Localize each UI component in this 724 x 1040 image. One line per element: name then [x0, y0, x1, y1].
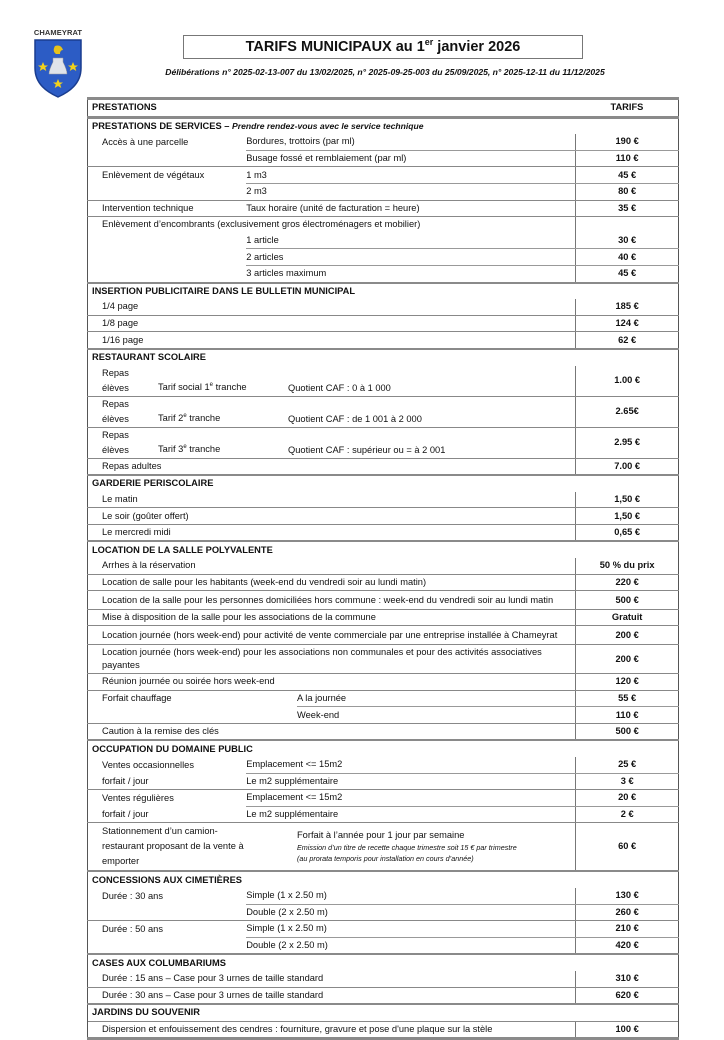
- table-row: [88, 458, 679, 475]
- title-superscript: er: [424, 37, 434, 47]
- row-price: 110 €: [576, 707, 679, 724]
- title-date: janvier 2026: [433, 39, 521, 55]
- table-row: [88, 200, 679, 217]
- tarifs-table: [87, 97, 679, 1040]
- table-row: [88, 921, 679, 938]
- table-row: [88, 823, 679, 872]
- row-group-label: Durée : 30 ans: [88, 888, 247, 904]
- table-row: [88, 888, 679, 904]
- section-note: Prendre rendez-vous avec le service technique: [232, 120, 424, 131]
- tranche-suffix: tranche: [213, 382, 247, 393]
- row-price: 40 €: [576, 249, 679, 266]
- row-label: Bordures, trottoirs (par ml): [246, 134, 576, 150]
- section-title: RESTAURANT SCOLAIRE: [88, 349, 679, 366]
- header-tarifs: TARIFS: [576, 99, 679, 118]
- row-price: 2.95 €: [576, 427, 679, 458]
- row-price: 25 €: [576, 757, 679, 773]
- section-title: PRESTATIONS DE SERVICES –: [92, 120, 233, 131]
- row-label: 1/16 page: [88, 332, 576, 349]
- section-domaine-public: [88, 740, 679, 757]
- row-price: 55 €: [576, 690, 679, 707]
- table-row: [88, 674, 679, 691]
- row-price: 62 €: [576, 332, 679, 349]
- meal-type: Repas élèves: [102, 429, 129, 455]
- row-price: 80 €: [576, 183, 679, 200]
- row-price: 110 €: [576, 150, 679, 167]
- row-price: 190 €: [576, 134, 679, 150]
- quotient: Quotient CAF : 0 à 1 000: [288, 382, 391, 393]
- page-title: [183, 35, 583, 59]
- table-row: [88, 904, 679, 921]
- row-group-label: Enlèvement d’encombrants (exclusivement gros électroménagers et mobilier): [88, 217, 576, 233]
- row-price: 260 €: [576, 904, 679, 921]
- section-columbariums: [88, 954, 679, 971]
- row-label: Durée : 30 ans – Case pour 3 urnes de taille standard: [88, 987, 576, 1004]
- table-row: [88, 626, 679, 645]
- row-group-sublabel: forfait / jour: [88, 806, 247, 823]
- row-group-sublabel: forfait / jour: [88, 773, 247, 790]
- row-label: Simple (1 x 2.50 m): [246, 921, 576, 938]
- table-header-row: [88, 99, 679, 118]
- row-label: Le m2 supplémentaire: [246, 806, 576, 823]
- section-salle: [88, 541, 679, 558]
- quotient: Quotient CAF : de 1 001 à 2 000: [288, 413, 422, 424]
- camion-note: (au prorata temporis pour installation en cours d’année): [297, 854, 474, 864]
- row-label: Location de salle pour les habitants (week-end du vendredi soir au lundi matin): [88, 574, 576, 591]
- row-price: 2.65€: [576, 396, 679, 427]
- row-label: Caution à la remise des clés: [88, 723, 576, 740]
- row-price: 310 €: [576, 971, 679, 987]
- table-row: [88, 167, 679, 184]
- row-price: 45 €: [576, 265, 679, 282]
- camion-note: Emission d’un titre de recette chaque trimestre soit 15 € par trimestre: [297, 843, 517, 853]
- row-label: 2 m3: [246, 183, 576, 200]
- row-group-label: Durée : 50 ans: [88, 921, 247, 938]
- row-price: 7.00 €: [576, 458, 679, 475]
- row-group-label: Accès à une parcelle: [88, 134, 247, 150]
- table-row: [88, 707, 679, 724]
- table-row: [88, 508, 679, 525]
- row-label: Réunion journée ou soirée hors week-end: [88, 674, 576, 691]
- row-label: Emplacement <= 15m2: [246, 757, 576, 773]
- row-price: 124 €: [576, 315, 679, 332]
- table-row: [88, 249, 679, 266]
- table-row: [88, 558, 679, 574]
- row-label: Location journée (hors week-end) pour les associations non communales et pour des activités associatives payantes: [88, 645, 576, 674]
- row-price: 45 €: [576, 167, 679, 184]
- commune-name: CHAMEYRAT: [33, 28, 83, 37]
- table-row: [88, 524, 679, 541]
- table-row: [88, 366, 679, 397]
- row-label: [297, 823, 576, 872]
- row-price: 100 €: [576, 1021, 679, 1039]
- table-row: [88, 937, 679, 954]
- row-price: 500 €: [576, 723, 679, 740]
- meal-type: Repas élèves: [102, 398, 129, 424]
- table-row: [88, 591, 679, 610]
- row-label: Location journée (hors week-end) pour activité de vente commerciale par une entreprise installée à Chameyrat: [88, 626, 576, 645]
- table-row: [88, 574, 679, 591]
- row-price: 420 €: [576, 937, 679, 954]
- row-price: 500 €: [576, 591, 679, 610]
- table-row: [88, 396, 679, 427]
- row-price: 30 €: [576, 233, 679, 249]
- row-label: Dispersion et enfouissement des cendres : fourniture, gravure et pose d'une plaque sur la stèle: [88, 1021, 576, 1039]
- section-title: JARDINS DU SOUVENIR: [88, 1004, 679, 1021]
- tranche-sup: e: [209, 382, 214, 389]
- row-label: Le matin: [88, 492, 576, 508]
- row-price: 1,50 €: [576, 508, 679, 525]
- row-price: Gratuit: [576, 609, 679, 626]
- section-restaurant: [88, 349, 679, 366]
- title-text: TARIFS MUNICIPAUX au 1: [245, 39, 425, 55]
- row-label: Emplacement <= 15m2: [246, 790, 576, 807]
- table-row: [88, 217, 679, 233]
- row-price: 120 €: [576, 674, 679, 691]
- row-label: Busage fossé et remblaiement (par ml): [246, 150, 576, 167]
- table-row: [88, 299, 679, 315]
- commune-logo: [22, 28, 94, 100]
- table-row: [88, 790, 679, 807]
- row-label: 1/4 page: [88, 299, 576, 315]
- table-row: [88, 773, 679, 790]
- row-label: Week-end: [297, 707, 576, 724]
- section-insertion: [88, 283, 679, 300]
- row-label: 1/8 page: [88, 315, 576, 332]
- row-price: 35 €: [576, 200, 679, 217]
- row-group-label: Stationnement d’un camion-restaurant proposant de la vente à emporter: [88, 823, 298, 872]
- deliberations-line: Délibérations n° 2025-02-13-007 du 13/02/2025, n° 2025-09-25-003 du 25/09/2025, n° 2025-12-11 du 11/12/2025: [165, 67, 605, 77]
- row-group-label: Ventes occasionnelles: [88, 757, 247, 773]
- meal-type: Repas élèves: [102, 367, 129, 393]
- row-label: Le m2 supplémentaire: [246, 773, 576, 790]
- table-row: [88, 315, 679, 332]
- tranche-sup: e: [183, 413, 187, 420]
- row-price: 1.00 €: [576, 366, 679, 397]
- row-label: [88, 427, 576, 458]
- row-label: Le soir (goûter offert): [88, 508, 576, 525]
- table-row: [88, 492, 679, 508]
- row-price: 20 €: [576, 790, 679, 807]
- row-label: A la journée: [297, 690, 576, 707]
- table-row: [88, 690, 679, 707]
- row-label: Taux horaire (unité de facturation = heure): [246, 200, 576, 217]
- table-row: [88, 150, 679, 167]
- row-label: Double (2 x 2.50 m): [246, 904, 576, 921]
- tranche: Tarif 3: [158, 444, 184, 455]
- row-label: Mise à disposition de la salle pour les associations de la commune: [88, 609, 576, 626]
- tranche-suffix: tranche: [186, 413, 221, 424]
- table-row: [88, 723, 679, 740]
- table-row: [88, 134, 679, 150]
- row-label: Location de la salle pour les personnes domiciliées hors commune : week-end du vendredi soir au lundi matin: [88, 591, 576, 610]
- row-label: Le mercredi midi: [88, 524, 576, 541]
- section-title: CASES AUX COLUMBARIUMS: [88, 954, 679, 971]
- table-row: [88, 806, 679, 823]
- table-row: [88, 233, 679, 249]
- row-price: 130 €: [576, 888, 679, 904]
- row-label: Double (2 x 2.50 m): [246, 940, 328, 951]
- row-label: 2 articles: [246, 249, 576, 266]
- row-price: 220 €: [576, 574, 679, 591]
- row-price: 3 €: [576, 773, 679, 790]
- table-row: [88, 183, 679, 200]
- table-row: [88, 427, 679, 458]
- section-garderie: [88, 475, 679, 492]
- camion-item: Forfait à l’année pour 1 jour par semaine: [297, 830, 465, 841]
- tranche-suffix: tranche: [186, 444, 221, 455]
- tranche: Tarif 2: [158, 413, 184, 424]
- table-row: [88, 757, 679, 773]
- row-label: Repas adultes: [88, 458, 576, 475]
- quotient: Quotient CAF : supérieur ou = à 2 001: [288, 444, 446, 455]
- row-label: 1 m3: [246, 167, 576, 184]
- table-row: [88, 971, 679, 987]
- row-price: 0,65 €: [576, 524, 679, 541]
- section-jardins: [88, 1004, 679, 1021]
- header-prestations: PRESTATIONS: [88, 99, 576, 118]
- row-price: 1,50 €: [576, 492, 679, 508]
- row-group-label: Intervention technique: [88, 200, 247, 217]
- row-price: 60 €: [576, 823, 679, 872]
- section-title: LOCATION DE LA SALLE POLYVALENTE: [88, 541, 679, 558]
- section-title: INSERTION PUBLICITAIRE DANS LE BULLETIN MUNICIPAL: [88, 283, 679, 300]
- section-cimetieres: [88, 871, 679, 888]
- row-group-label: Ventes régulières: [88, 790, 247, 807]
- table-row: [88, 645, 679, 674]
- row-price: 200 €: [576, 626, 679, 645]
- table-row: [88, 332, 679, 349]
- row-label: Simple (1 x 2.50 m): [246, 888, 576, 904]
- row-label: 1 article: [246, 233, 576, 249]
- row-label: Durée : 15 ans – Case pour 3 urnes de taille standard: [88, 971, 576, 987]
- row-group-label: Enlèvement de végétaux: [88, 167, 247, 184]
- row-label: Arrhes à la réservation: [88, 558, 576, 574]
- row-price: 200 €: [576, 645, 679, 674]
- row-price: 2 €: [576, 806, 679, 823]
- tranche: Tarif social 1: [158, 382, 210, 393]
- row-price: 210 €: [576, 921, 679, 938]
- table-row: [88, 987, 679, 1004]
- row-group-label: Forfait chauffage: [88, 690, 298, 707]
- row-label: [88, 366, 576, 397]
- tranche-sup: e: [183, 444, 187, 451]
- section-title: CONCESSIONS AUX CIMETIÈRES: [88, 871, 679, 888]
- row-price: 185 €: [576, 299, 679, 315]
- section-title: OCCUPATION DU DOMAINE PUBLIC: [88, 740, 679, 757]
- row-label: 3 articles maximum: [246, 268, 327, 279]
- section-title: GARDERIE PERISCOLAIRE: [88, 475, 679, 492]
- table-row: [88, 609, 679, 626]
- row-price: 50 % du prix: [576, 558, 679, 574]
- table-row: [88, 265, 679, 282]
- section-services: [88, 117, 679, 134]
- row-label: [88, 396, 576, 427]
- coat-of-arms-icon: [33, 38, 83, 98]
- row-price: 620 €: [576, 987, 679, 1004]
